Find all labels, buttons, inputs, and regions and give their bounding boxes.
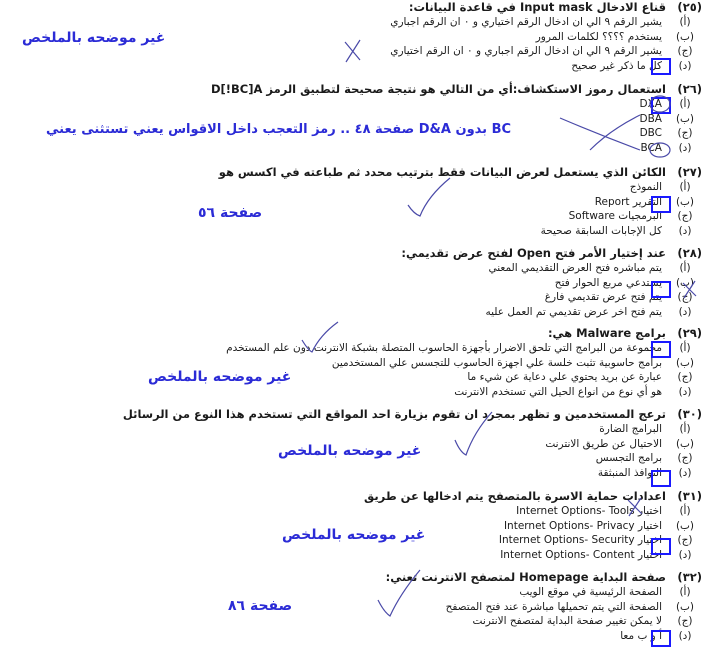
check-mark-q27 [408,178,450,216]
cross-mark-q28 [683,281,696,298]
note-q25: غير موضحه بالملخص [22,30,166,46]
option-a[interactable]: (أ) DXA [639,98,691,110]
option-b[interactable]: (ب) برامج حاسوبية تثبت خلسة علي اجهزة الحاسوب للتجسس علي المستخدمين [331,356,695,369]
question-heading: (٢٦)استعمال رموز الاستكشاف:أي من التالي هو نتيجة صحيحة لتطبيق الرمز D[!BC]A [211,82,702,96]
note-q32-page: صفحة ٨٦ [228,598,293,614]
cross-mark-q26 [560,115,640,150]
option-c[interactable]: (ج) البرمجيات Software [568,210,693,223]
option-d[interactable]: (د) كل ما ذكر غير صحيح [571,59,692,72]
option-b[interactable]: (ب) يستخدم ؟؟؟؟ لكلمات المرور [535,30,695,43]
question-heading: (٢٨)عند إختيار الأمر فتح Open لفتح عرض تقديمي: [401,246,702,260]
question-heading: (٢٥)قناع الادخال Input mask في قاعدة البيانات: [408,0,702,14]
note-q27-page: صفحة ٥٦ [198,205,263,221]
option-a[interactable]: (أ) اختيار Internet Options- Tools [516,505,691,517]
option-b[interactable]: (ب) يستدعي مربع الحوار فتح [554,276,695,289]
circle-mark-q26-d [650,143,670,157]
option-b[interactable]: (ب) الصفحة التي يتم تحميلها مباشرة عند فتح المتصفح [445,600,695,613]
option-a[interactable]: (أ) الصفحة الرئيسية في موقع الويب [519,586,691,598]
option-c[interactable]: (ج) اختيار Internet Options- Security [498,534,693,547]
option-c[interactable]: (ج) لا يمكن تغيير صفحة البداية لمتصفح الانترنت [472,615,693,628]
circle-mark-q26-a [650,96,670,112]
check-mark-q29 [302,322,338,352]
check-mark-q32 [378,570,420,616]
note-q31: غير موضحه بالملخص [282,527,426,543]
question-heading: (٣١)اعدادات حماية الاسرة بالمتصفح يتم ادخالها عن طريق [363,489,702,503]
option-a[interactable]: (أ) النموذج [629,181,691,193]
option-b[interactable]: (ب) DBA [639,112,695,125]
option-b[interactable]: (ب) اختيار Internet Options- Privacy [503,519,695,532]
option-b[interactable]: (ب) الاحتيال عن طريق الانترنت [545,437,695,450]
cross-mark-q25 [345,40,360,62]
note-q26: BC بدون D&A صفحة ٤٨ .. رمز التعجب داخل الاقواس يعني تستثنى يعني [46,122,512,137]
option-c[interactable]: (ج) DBC [639,127,693,140]
note-q29: غير موضحه بالملخص [148,369,292,385]
option-d[interactable]: (د) كل الإجابات السابقة صحيحة [540,224,692,237]
option-d[interactable]: (د) النوافذ المنبثقة [597,466,692,479]
option-c[interactable]: (ج) برامج التجسس [595,452,693,465]
option-d[interactable]: (د) اختيار Internet Options- Content [500,548,692,561]
question-heading: (٢٩)برامج Malware هي: [547,326,702,340]
check-mark-q30 [455,412,492,455]
option-a[interactable]: (أ) البرامج الضارة [599,423,691,435]
option-d[interactable]: (د) أ و ب معا [620,629,692,642]
option-c[interactable]: (ج) يشير الرقم ٩ الي ان ادخال الرقم اجباري و ٠ ان الرقم اختياري [390,45,693,58]
cross-mark-q31 [628,498,642,516]
option-c[interactable]: (ج) عبارة عن بريد يحتوي علي دعاية عن شيء ما [467,371,693,384]
question-heading: (٣٢)صفحة البداية Homepage لمتصفح الانترنت تعني: [385,570,702,584]
option-d[interactable]: (د) BCA [640,141,692,154]
option-d[interactable]: (د) هو أي نوع من انواع الحيل التي تستخدم الانترنت [454,385,692,398]
option-a[interactable]: (أ) يشير الرقم ٩ الي ان ادخال الرقم اختياري و ٠ ان الرقم اجباري [390,16,691,28]
question-heading: (٣٠)ترعج المستخدمين و تظهر بمجرد ان تقوم بزيارة احد المواقع التي تستخدم هذا النوع من الرسائل [122,407,702,421]
question-heading: (٢٧)الكائن الذي يستعمل لعرض البيانات فقط بترتيب محدد ثم طباعته في اكسس هو [218,165,702,179]
option-a[interactable]: (أ) يتم مباشره فتح العرض التقديمي المعني [488,262,691,274]
option-d[interactable]: (د) يتم فتح اخر عرض تقديمي تم العمل عليه [485,305,692,318]
note-q30: غير موضحه بالملخص [278,443,422,459]
option-c[interactable]: (ج) يتم فتح عرض تقديمي فارغ [544,291,693,304]
option-a[interactable]: (أ) مجموعة من البرامج التي تلحق الاضرار بأجهزة الحاسوب المتصلة بشبكة الانترنت دون علم المستخدم [226,342,691,354]
option-b[interactable]: (ب) التقرير Report [594,195,695,208]
